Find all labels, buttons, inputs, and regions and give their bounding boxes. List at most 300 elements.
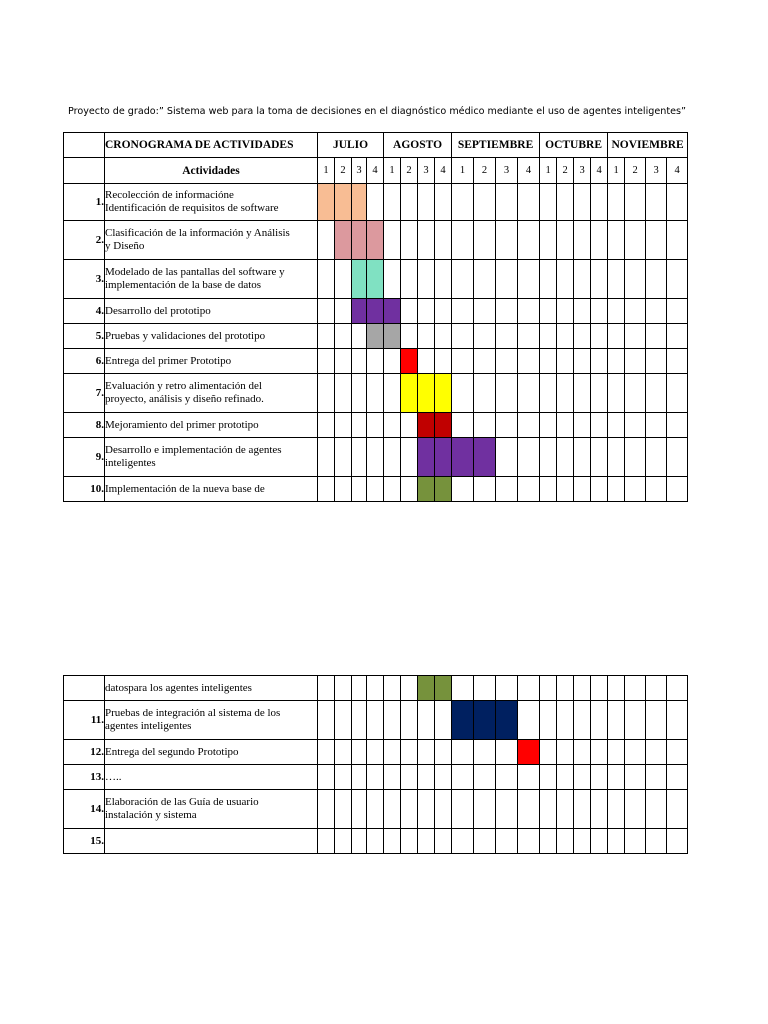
- header-corner: [64, 158, 105, 184]
- schedule-cell: [646, 829, 667, 854]
- activity-row: [64, 349, 688, 374]
- schedule-cell: [352, 676, 367, 701]
- activity-row: [64, 765, 688, 790]
- activity-description: [105, 413, 318, 438]
- activity-description: [105, 477, 318, 502]
- schedule-cell: [352, 740, 367, 765]
- schedule-cell: [574, 260, 591, 299]
- activity-row: [64, 374, 688, 413]
- activity-number: 3.: [64, 260, 105, 299]
- schedule-cell: [352, 701, 367, 740]
- schedule-cell: [401, 701, 418, 740]
- schedule-cell: [452, 413, 474, 438]
- schedule-cell: [518, 413, 540, 438]
- schedule-cell: [474, 349, 496, 374]
- schedule-cell: [474, 829, 496, 854]
- schedule-cell: [367, 477, 384, 502]
- activity-number: 12.: [64, 740, 105, 765]
- schedule-cell: [352, 765, 367, 790]
- schedule-cell: [335, 701, 352, 740]
- schedule-cell: [452, 477, 474, 502]
- schedule-cell: [384, 438, 401, 477]
- activities-header: Actividades: [105, 158, 318, 184]
- schedule-cell: [452, 765, 474, 790]
- schedule-cell: [557, 740, 574, 765]
- schedule-cell: [518, 676, 540, 701]
- schedule-cell: [540, 790, 557, 829]
- schedule-cell: [318, 477, 335, 502]
- activity-number: 4.: [64, 299, 105, 324]
- activity-number: 1.: [64, 184, 105, 221]
- schedule-cell: [646, 701, 667, 740]
- schedule-cell: [384, 184, 401, 221]
- schedule-cell: [496, 740, 518, 765]
- schedule-cell: [384, 413, 401, 438]
- schedule-title: CRONOGRAMA DE ACTIVIDADES: [105, 133, 318, 158]
- schedule-cell: [591, 349, 608, 374]
- schedule-cell: [608, 184, 625, 221]
- schedule-cell: [574, 324, 591, 349]
- schedule-cell: [352, 349, 367, 374]
- schedule-cell: [474, 324, 496, 349]
- schedule-cell: [540, 260, 557, 299]
- schedule-cell: [318, 701, 335, 740]
- schedule-cell: [401, 221, 418, 260]
- week-header: 1: [540, 158, 557, 184]
- schedule-cell: [401, 765, 418, 790]
- schedule-table-page1: [63, 132, 688, 502]
- schedule-cell: [401, 829, 418, 854]
- schedule-cell: [646, 438, 667, 477]
- schedule-cell: [452, 740, 474, 765]
- schedule-cell: [518, 349, 540, 374]
- schedule-cell: [608, 829, 625, 854]
- schedule-cell: [591, 438, 608, 477]
- schedule-cell: [667, 299, 688, 324]
- schedule-cell: [335, 676, 352, 701]
- schedule-cell: [384, 221, 401, 260]
- schedule-cell: [667, 221, 688, 260]
- activity-description: [105, 221, 318, 260]
- schedule-cell: [496, 299, 518, 324]
- activity-number: 10.: [64, 477, 105, 502]
- schedule-cell: [474, 221, 496, 260]
- month-header: NOVIEMBRE: [608, 133, 688, 158]
- schedule-cell: [401, 184, 418, 221]
- schedule-cell: [540, 701, 557, 740]
- activity-number: 7.: [64, 374, 105, 413]
- activity-number: 11.: [64, 701, 105, 740]
- schedule-cell: [452, 221, 474, 260]
- schedule-cell: [646, 184, 667, 221]
- schedule-cell: [557, 260, 574, 299]
- schedule-cell-filled: [335, 221, 352, 260]
- schedule-cell: [667, 701, 688, 740]
- schedule-cell: [318, 790, 335, 829]
- activity-text-line: y Diseño: [105, 240, 145, 252]
- schedule-cell: [518, 477, 540, 502]
- schedule-cell: [557, 790, 574, 829]
- schedule-cell: [401, 260, 418, 299]
- schedule-cell: [367, 374, 384, 413]
- schedule-cell: [452, 829, 474, 854]
- schedule-cell-filled: [335, 184, 352, 221]
- week-header: 3: [496, 158, 518, 184]
- schedule-cell: [367, 438, 384, 477]
- schedule-cell: [384, 260, 401, 299]
- week-header: 4: [435, 158, 452, 184]
- schedule-cell: [625, 260, 646, 299]
- schedule-cell-filled: [352, 260, 367, 299]
- schedule-cell: [667, 740, 688, 765]
- schedule-cell: [625, 438, 646, 477]
- schedule-cell: [352, 374, 367, 413]
- schedule-cell: [646, 765, 667, 790]
- schedule-cell-filled: [352, 184, 367, 221]
- week-header: 3: [418, 158, 435, 184]
- schedule-cell: [518, 184, 540, 221]
- schedule-cell: [384, 790, 401, 829]
- schedule-cell-filled: [452, 438, 474, 477]
- schedule-cell: [646, 324, 667, 349]
- schedule-cell-filled: [418, 374, 435, 413]
- activity-text-line: Entrega del segundo Prototipo: [105, 745, 239, 758]
- schedule-cell: [452, 324, 474, 349]
- schedule-cell: [418, 184, 435, 221]
- schedule-cell: [352, 477, 367, 502]
- schedule-cell: [367, 701, 384, 740]
- schedule-cell: [335, 740, 352, 765]
- schedule-cell: [574, 438, 591, 477]
- schedule-cell: [384, 701, 401, 740]
- schedule-cell: [474, 374, 496, 413]
- schedule-cell: [318, 299, 335, 324]
- activity-text-line: Implementación de la nueva base de: [105, 482, 265, 495]
- schedule-cell: [540, 349, 557, 374]
- schedule-cell: [667, 438, 688, 477]
- schedule-cell: [474, 299, 496, 324]
- schedule-cell: [540, 829, 557, 854]
- schedule-cell: [591, 184, 608, 221]
- schedule-cell: [335, 260, 352, 299]
- schedule-cell: [496, 829, 518, 854]
- schedule-cell-filled: [435, 374, 452, 413]
- activity-text-line: Identificación de requisitos de software: [105, 202, 279, 214]
- schedule-cell: [367, 676, 384, 701]
- schedule-cell: [496, 349, 518, 374]
- schedule-cell: [352, 829, 367, 854]
- week-header: 4: [367, 158, 384, 184]
- schedule-cell: [591, 374, 608, 413]
- schedule-cell: [574, 221, 591, 260]
- activity-text-line: …..: [105, 770, 122, 783]
- activity-text-line: implementación de la base de datos: [105, 279, 262, 291]
- week-header: 1: [384, 158, 401, 184]
- schedule-cell: [335, 438, 352, 477]
- schedule-cell: [418, 299, 435, 324]
- schedule-cell-filled: [367, 221, 384, 260]
- schedule-cell: [401, 438, 418, 477]
- schedule-cell: [557, 221, 574, 260]
- schedule-cell-filled: [418, 438, 435, 477]
- schedule-cell: [625, 676, 646, 701]
- activity-text-line: datospara los agentes inteligentes: [105, 681, 252, 694]
- schedule-cell: [435, 299, 452, 324]
- schedule-cell: [367, 184, 384, 221]
- schedule-cell: [557, 765, 574, 790]
- week-header: 3: [646, 158, 667, 184]
- activity-number: 14.: [64, 790, 105, 829]
- schedule-cell: [435, 324, 452, 349]
- schedule-cell: [608, 324, 625, 349]
- schedule-cell: [518, 701, 540, 740]
- activity-number: 2.: [64, 221, 105, 260]
- schedule-cell: [667, 676, 688, 701]
- schedule-cell: [608, 477, 625, 502]
- schedule-cell-filled: [384, 324, 401, 349]
- schedule-cell: [418, 829, 435, 854]
- schedule-cell: [646, 740, 667, 765]
- month-header: AGOSTO: [384, 133, 452, 158]
- schedule-cell: [625, 374, 646, 413]
- activity-row: [64, 184, 688, 221]
- schedule-cell: [625, 740, 646, 765]
- activity-description: [105, 438, 318, 477]
- schedule-cell: [452, 184, 474, 221]
- schedule-cell: [496, 676, 518, 701]
- schedule-cell: [625, 477, 646, 502]
- activity-text-line: Desarrollo del prototipo: [105, 304, 211, 317]
- activity-number: [64, 676, 105, 701]
- schedule-cell: [474, 184, 496, 221]
- activity-description: [105, 184, 318, 221]
- schedule-cell: [591, 676, 608, 701]
- schedule-cell: [401, 477, 418, 502]
- schedule-cell: [667, 324, 688, 349]
- schedule-cell: [335, 790, 352, 829]
- schedule-cell: [667, 790, 688, 829]
- schedule-cell: [496, 790, 518, 829]
- schedule-cell: [557, 349, 574, 374]
- schedule-cell: [418, 765, 435, 790]
- schedule-cell: [574, 477, 591, 502]
- activity-description: [105, 324, 318, 349]
- schedule-cell-filled: [367, 299, 384, 324]
- schedule-cell: [625, 413, 646, 438]
- schedule-cell: [540, 374, 557, 413]
- schedule-cell: [608, 260, 625, 299]
- schedule-cell: [646, 349, 667, 374]
- schedule-cell-filled: [384, 299, 401, 324]
- schedule-cell: [496, 438, 518, 477]
- activity-row: [64, 701, 688, 740]
- activity-text-line: Modelado de las pantallas del software y: [105, 266, 285, 278]
- schedule-cell: [496, 324, 518, 349]
- schedule-cell: [667, 477, 688, 502]
- activity-row: [64, 740, 688, 765]
- schedule-cell: [435, 260, 452, 299]
- activity-text-line: inteligentes: [105, 457, 156, 469]
- schedule-cell: [540, 438, 557, 477]
- schedule-cell-filled: [435, 438, 452, 477]
- schedule-cell: [496, 765, 518, 790]
- schedule-cell: [418, 260, 435, 299]
- schedule-cell: [496, 221, 518, 260]
- schedule-cell: [574, 374, 591, 413]
- week-header: 2: [557, 158, 574, 184]
- schedule-cell: [474, 676, 496, 701]
- schedule-cell: [335, 829, 352, 854]
- schedule-cell: [335, 374, 352, 413]
- activity-text-line: Desarrollo e implementación de agentes: [105, 444, 282, 456]
- schedule-cell: [367, 349, 384, 374]
- schedule-cell: [367, 790, 384, 829]
- schedule-cell: [474, 477, 496, 502]
- schedule-cell: [318, 260, 335, 299]
- schedule-cell: [646, 299, 667, 324]
- schedule-cell: [557, 701, 574, 740]
- week-header: 3: [574, 158, 591, 184]
- schedule-cell: [352, 438, 367, 477]
- schedule-cell: [608, 701, 625, 740]
- schedule-cell: [384, 374, 401, 413]
- schedule-cell-filled: [474, 438, 496, 477]
- schedule-cell: [518, 374, 540, 413]
- activity-text-line: Mejoramiento del primer prototipo: [105, 418, 259, 431]
- schedule-cell: [367, 829, 384, 854]
- week-header: 2: [474, 158, 496, 184]
- activity-text-line: instalación y sistema: [105, 809, 197, 821]
- schedule-cell: [557, 374, 574, 413]
- schedule-cell: [625, 299, 646, 324]
- schedule-cell: [318, 676, 335, 701]
- schedule-cell: [384, 765, 401, 790]
- schedule-cell: [435, 184, 452, 221]
- schedule-cell: [518, 221, 540, 260]
- schedule-cell: [608, 299, 625, 324]
- schedule-cell: [557, 184, 574, 221]
- schedule-cell: [646, 477, 667, 502]
- schedule-cell-filled: [418, 477, 435, 502]
- schedule-cell: [518, 765, 540, 790]
- schedule-cell: [574, 676, 591, 701]
- schedule-cell: [574, 184, 591, 221]
- schedule-cell-filled: [318, 184, 335, 221]
- schedule-cell: [540, 324, 557, 349]
- schedule-cell: [452, 790, 474, 829]
- schedule-cell-filled: [518, 740, 540, 765]
- schedule-cell: [435, 740, 452, 765]
- schedule-cell: [384, 676, 401, 701]
- activity-number: 9.: [64, 438, 105, 477]
- schedule-cell: [625, 701, 646, 740]
- schedule-cell: [574, 765, 591, 790]
- schedule-cell: [452, 299, 474, 324]
- schedule-cell: [557, 413, 574, 438]
- activity-row: [64, 221, 688, 260]
- schedule-cell: [625, 765, 646, 790]
- schedule-cell-filled: [435, 477, 452, 502]
- schedule-cell: [625, 324, 646, 349]
- schedule-cell: [646, 413, 667, 438]
- activity-text-line: Elaboración de las Guía de usuario: [105, 796, 259, 808]
- schedule-cell-filled: [435, 413, 452, 438]
- schedule-cell: [608, 349, 625, 374]
- activity-number: 13.: [64, 765, 105, 790]
- schedule-cell: [625, 221, 646, 260]
- schedule-cell: [540, 740, 557, 765]
- header-row-weeks: [64, 158, 688, 184]
- activity-number: 8.: [64, 413, 105, 438]
- schedule-cell-filled: [401, 374, 418, 413]
- schedule-cell: [352, 324, 367, 349]
- schedule-cell: [591, 413, 608, 438]
- schedule-cell: [496, 260, 518, 299]
- document-caption: Proyecto de grado:” Sistema web para la toma de decisiones en el diagnóstico médico mediante el uso de agentes inteligentes”: [68, 106, 686, 117]
- schedule-cell: [452, 676, 474, 701]
- schedule-cell: [435, 701, 452, 740]
- schedule-cell: [518, 324, 540, 349]
- schedule-cell: [401, 324, 418, 349]
- header-row-months: [64, 133, 688, 158]
- schedule-cell: [335, 413, 352, 438]
- activity-row: [64, 829, 688, 854]
- activity-description: [105, 260, 318, 299]
- schedule-cell: [401, 299, 418, 324]
- schedule-cell: [574, 829, 591, 854]
- activity-description: [105, 299, 318, 324]
- month-header: SEPTIEMBRE: [452, 133, 540, 158]
- schedule-cell: [401, 790, 418, 829]
- schedule-cell: [667, 184, 688, 221]
- schedule-cell: [496, 374, 518, 413]
- schedule-cell: [591, 477, 608, 502]
- schedule-cell: [384, 740, 401, 765]
- schedule-cell: [452, 260, 474, 299]
- schedule-cell: [591, 701, 608, 740]
- schedule-cell: [318, 413, 335, 438]
- schedule-cell: [540, 413, 557, 438]
- week-header: 1: [318, 158, 335, 184]
- activity-row: [64, 260, 688, 299]
- week-header: 3: [352, 158, 367, 184]
- schedule-table-page2: [63, 675, 688, 854]
- schedule-cell: [557, 829, 574, 854]
- schedule-cell: [608, 740, 625, 765]
- schedule-cell: [318, 438, 335, 477]
- schedule-cell: [591, 324, 608, 349]
- schedule-cell: [574, 413, 591, 438]
- schedule-cell: [474, 790, 496, 829]
- schedule-cell: [418, 221, 435, 260]
- activity-description: [105, 349, 318, 374]
- activity-description: [105, 790, 318, 829]
- schedule-cell: [540, 765, 557, 790]
- schedule-cell: [352, 413, 367, 438]
- week-header: 4: [667, 158, 688, 184]
- schedule-cell: [646, 790, 667, 829]
- schedule-cell: [591, 765, 608, 790]
- schedule-cell-filled: [401, 349, 418, 374]
- schedule-cell: [401, 413, 418, 438]
- activity-description: [105, 829, 318, 854]
- week-header: 1: [452, 158, 474, 184]
- schedule-cell: [540, 477, 557, 502]
- activity-text-line: Entrega del primer Prototipo: [105, 354, 232, 367]
- schedule-cell: [452, 374, 474, 413]
- schedule-cell: [384, 349, 401, 374]
- schedule-cell: [625, 349, 646, 374]
